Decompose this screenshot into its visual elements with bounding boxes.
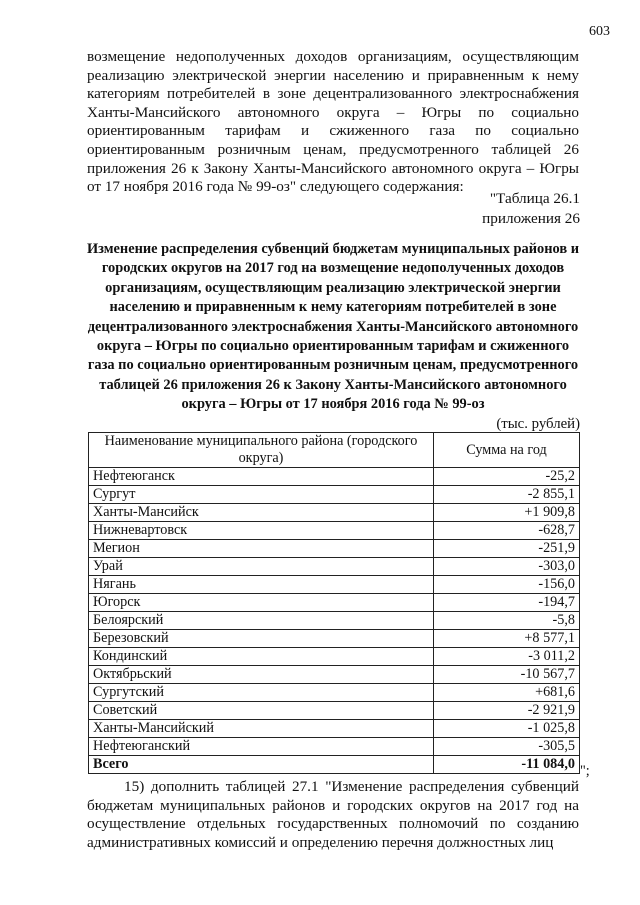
table-reference-line-1: "Таблица 26.1 bbox=[489, 190, 580, 207]
municipality-name: Советский bbox=[89, 702, 434, 720]
table-row bbox=[89, 648, 580, 666]
annual-sum-value: -2 921,9 bbox=[434, 702, 580, 720]
municipality-name: Сургутский bbox=[89, 684, 434, 702]
page-number: 603 bbox=[589, 24, 610, 39]
table-row bbox=[89, 666, 580, 684]
table-row bbox=[89, 702, 580, 720]
table-row bbox=[89, 594, 580, 612]
annual-sum-value: -5,8 bbox=[434, 612, 580, 630]
total-value: -11 084,0 bbox=[434, 756, 580, 774]
annual-sum-value: -3 011,2 bbox=[434, 648, 580, 666]
table-reference-line-2: приложения 26 bbox=[482, 210, 580, 227]
table-row bbox=[89, 612, 580, 630]
table-row bbox=[89, 504, 580, 522]
intro-paragraph bbox=[87, 48, 579, 197]
subvention-table bbox=[88, 432, 580, 774]
municipality-name: Кондинский bbox=[89, 648, 434, 666]
annual-sum-value: -628,7 bbox=[434, 522, 580, 540]
municipality-name: Сургут bbox=[89, 486, 434, 504]
municipality-name: Березовский bbox=[89, 630, 434, 648]
annual-sum-value: -156,0 bbox=[434, 576, 580, 594]
table-row bbox=[89, 540, 580, 558]
table-row bbox=[89, 486, 580, 504]
table-row bbox=[89, 720, 580, 738]
annual-sum-value: -251,9 bbox=[434, 540, 580, 558]
outro-paragraph bbox=[87, 778, 579, 852]
annual-sum-value: -194,7 bbox=[434, 594, 580, 612]
table-row bbox=[89, 558, 580, 576]
table-row bbox=[89, 738, 580, 756]
municipality-name: Нижневартовск bbox=[89, 522, 434, 540]
annual-sum-value: -1 025,8 bbox=[434, 720, 580, 738]
annual-sum-value: -25,2 bbox=[434, 468, 580, 486]
municipality-name: Урай bbox=[89, 558, 434, 576]
outro-text: 15) дополнить таблицей 27.1 "Изменение распределения субвенций бюджетам муниципальных районов и городских округов на 2017 год на осуществление отдельных государственных полномочий по созданию административных комиссий и определению перечня должностных лиц bbox=[87, 778, 579, 851]
total-label: Всего bbox=[89, 756, 434, 774]
municipality-name: Ханты-Мансийск bbox=[89, 504, 434, 522]
header-annual-sum: Сумма на год bbox=[434, 433, 580, 468]
municipality-name: Октябрьский bbox=[89, 666, 434, 684]
annual-sum-value: -303,0 bbox=[434, 558, 580, 576]
table-row bbox=[89, 630, 580, 648]
annual-sum-value: -305,5 bbox=[434, 738, 580, 756]
annual-sum-value: +8 577,1 bbox=[434, 630, 580, 648]
table-row bbox=[89, 576, 580, 594]
closing-quote: "; bbox=[580, 763, 590, 779]
municipality-name: Нефтеюганский bbox=[89, 738, 434, 756]
table-row bbox=[89, 522, 580, 540]
intro-text: возмещение недополученных доходов организациям, осуществляющим реализацию электрической энергии населению и приравненным к нему категориям потребителей в зоне децентрализованного электроснабжения Ханты-Мансийского автономного округа – Югры по социально ориентированным тарифам и сжиженного газа по социально ориентированным розничным ценам, предусмотренного таблицей 26 приложения 26 к Закону Ханты-Мансийского автономного округа – Югры от 17 ноября 2016 года № 99-оз" следующего содержания: bbox=[87, 48, 579, 196]
units-label: (тыс. рублей) bbox=[496, 416, 580, 432]
annual-sum-value: +681,6 bbox=[434, 684, 580, 702]
table-title: Изменение распределения субвенций бюджетам муниципальных районов и городских округов на 2017 год на возмещение недополученных доходов организациям, осуществляющим реализацию электрической энергии населению и приравненным к нему категориям потребителей в зоне децентрализованного электроснабжения Ханты-Мансийского автономного округа – Югры по социально ориентированным тарифам и сжиженного газа по социально ориентированным розничным ценам, предусмотренного таблицей 26 приложения 26 к Закону Ханты-Мансийского автономного округа – Югры от 17 ноября 2016 года № 99-оз bbox=[86, 241, 580, 413]
header-municipality: Наименование муниципального района (городского округа) bbox=[89, 433, 434, 468]
table-header-row bbox=[89, 433, 580, 468]
table-total-row bbox=[89, 756, 580, 774]
municipality-name: Белоярский bbox=[89, 612, 434, 630]
table-row bbox=[89, 468, 580, 486]
municipality-name: Югорск bbox=[89, 594, 434, 612]
table-reference bbox=[482, 189, 580, 229]
municipality-name: Мегион bbox=[89, 540, 434, 558]
annual-sum-value: -2 855,1 bbox=[434, 486, 580, 504]
municipality-name: Ханты-Мансийский bbox=[89, 720, 434, 738]
annual-sum-value: +1 909,8 bbox=[434, 504, 580, 522]
annual-sum-value: -10 567,7 bbox=[434, 666, 580, 684]
municipality-name: Нягань bbox=[89, 576, 434, 594]
table-row bbox=[89, 684, 580, 702]
municipality-name: Нефтеюганск bbox=[89, 468, 434, 486]
